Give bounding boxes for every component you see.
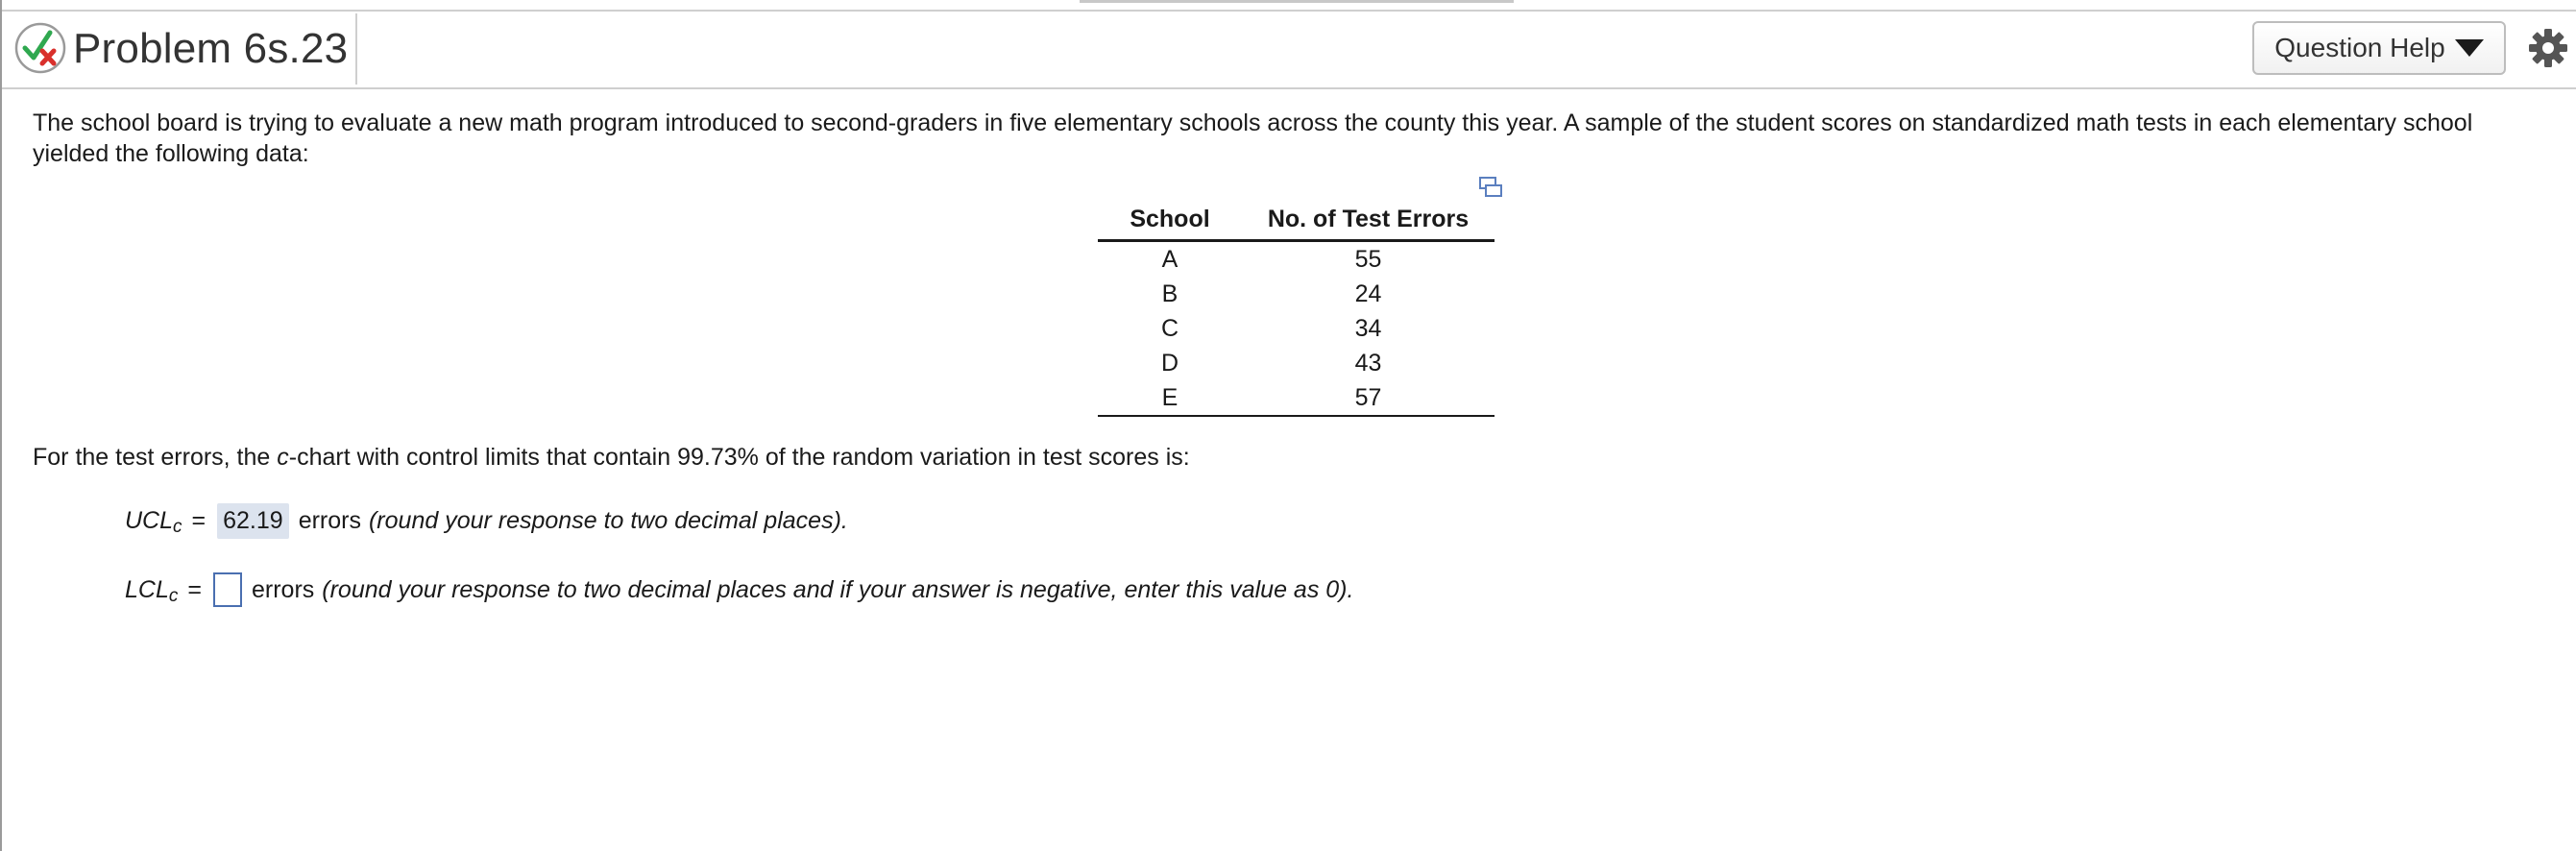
table-header-row bbox=[1098, 199, 1495, 241]
errors-cell: 55 bbox=[1354, 245, 1382, 273]
school-cell: A bbox=[1161, 245, 1179, 273]
ucl-equals: = bbox=[191, 506, 207, 534]
data-table bbox=[1098, 199, 1495, 417]
table-row bbox=[1098, 277, 1495, 311]
errors-cell: 43 bbox=[1354, 349, 1382, 377]
table-row bbox=[1098, 380, 1495, 416]
header-bottom-border bbox=[2, 87, 2576, 89]
ucl-label-text: UCL bbox=[125, 506, 174, 534]
school-cell: D bbox=[1160, 349, 1179, 377]
table-row bbox=[1098, 311, 1495, 346]
school-cell: B bbox=[1161, 280, 1179, 307]
header-top-border bbox=[2, 10, 2576, 12]
title-container bbox=[73, 13, 357, 85]
problem-statement: The school board is trying to evaluate a new math program introduced to second-graders in five elementary schools across the county this year. A sample of the student scores on standardized math tests in each elementary school yielded the following data: bbox=[33, 109, 2473, 167]
question-help-button[interactable] bbox=[2252, 21, 2506, 75]
ucl-label bbox=[125, 507, 182, 535]
lcl-label-text: LCL bbox=[125, 575, 169, 603]
lcl-answer-row bbox=[125, 571, 1353, 609]
popout-window-icon[interactable] bbox=[1479, 177, 1502, 198]
question-chart-term: c bbox=[277, 444, 289, 471]
page-title: Problem 6s.23 bbox=[73, 25, 349, 72]
table-row bbox=[1098, 241, 1495, 278]
lcl-unit: errors bbox=[251, 575, 315, 603]
ucl-hint: (round your response to two decimal places). bbox=[368, 506, 848, 534]
column-header-errors: No. of Test Errors bbox=[1242, 199, 1495, 241]
caret-down-icon bbox=[2455, 39, 2484, 57]
errors-cell: 34 bbox=[1354, 314, 1382, 342]
ucl-subscript: c bbox=[173, 516, 182, 537]
gear-icon[interactable] bbox=[2527, 27, 2569, 69]
window-left-edge bbox=[0, 0, 2, 851]
column-header-school: School bbox=[1098, 199, 1242, 241]
school-cell: C bbox=[1160, 314, 1179, 342]
ucl-unit: errors bbox=[298, 506, 361, 534]
question-help-label: Question Help bbox=[2274, 33, 2445, 62]
errors-cell: 24 bbox=[1354, 280, 1382, 307]
lcl-equals: = bbox=[187, 575, 202, 603]
ucl-answer-row bbox=[125, 501, 848, 540]
school-cell: E bbox=[1098, 380, 1242, 416]
data-table-container bbox=[1098, 199, 1495, 417]
lcl-hint: (round your response to two decimal places and if your answer is negative, enter this value as 0). bbox=[322, 575, 1354, 603]
lcl-label bbox=[125, 576, 178, 604]
lcl-subscript: c bbox=[168, 585, 179, 606]
question-text-before: For the test errors, the bbox=[33, 444, 278, 471]
question-prompt bbox=[33, 442, 1190, 473]
lcl-answer-input[interactable] bbox=[213, 572, 242, 607]
problem-header bbox=[0, 0, 2576, 89]
ucl-answer-field[interactable]: 62.19 bbox=[217, 503, 289, 539]
partial-correct-icon bbox=[13, 21, 67, 75]
errors-cell: 57 bbox=[1242, 380, 1495, 416]
question-text-after: -chart with control limits that contain 99.73% of the random variation in test scores is: bbox=[288, 444, 1190, 471]
table-row bbox=[1098, 346, 1495, 380]
